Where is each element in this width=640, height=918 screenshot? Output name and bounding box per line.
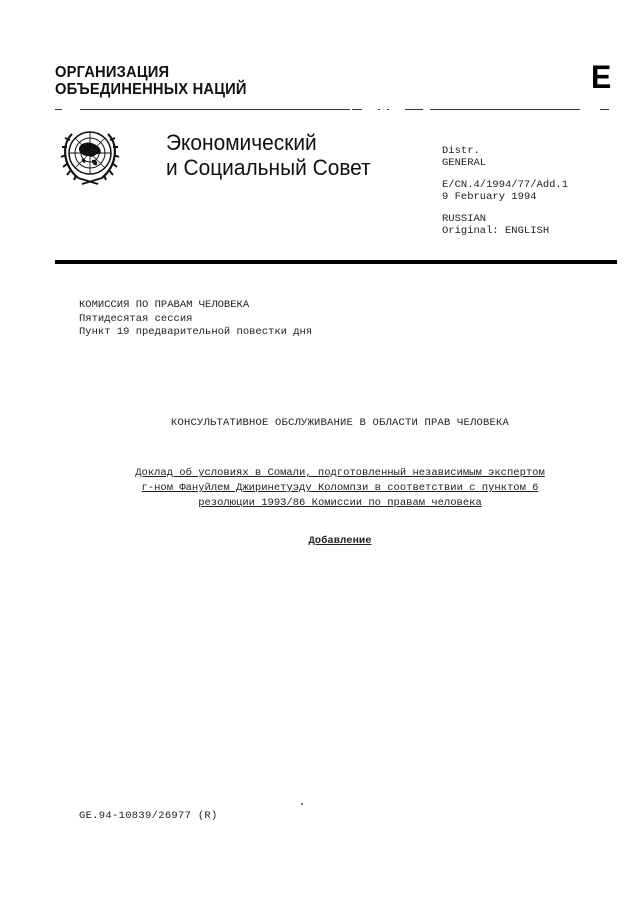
org-name-line2: ОБЪЕДИНЕННЫХ НАЦИЙ — [55, 81, 247, 98]
distribution-block — [442, 145, 568, 237]
agenda-item: Пункт 19 предварительной повестки дня — [79, 326, 313, 338]
header-rule-segment — [378, 109, 380, 110]
un-emblem-icon — [58, 124, 122, 186]
commission-name: КОМИССИЯ ПО ПРАВАМ ЧЕЛОВЕКА — [79, 299, 250, 311]
document-date: 9 February 1994 — [442, 191, 537, 203]
council-title-line1: Экономический — [166, 130, 317, 155]
header-rule-segment — [387, 109, 389, 110]
original-language: Original: ENGLISH — [442, 225, 550, 237]
organization-name — [55, 64, 247, 98]
scan-speck — [301, 803, 303, 805]
document-language: RUSSIAN — [442, 213, 487, 225]
distr-label: Distr. — [442, 145, 480, 157]
council-title-line2: и Социальный Совет — [166, 155, 371, 180]
distr-value: GENERAL — [442, 157, 487, 169]
header-rule-segment — [405, 109, 423, 110]
header-rule-segment — [430, 109, 580, 110]
main-title: КОНСУЛЬТАТИВНОЕ ОБСЛУЖИВАНИЕ В ОБЛАСТИ ПРАВ ЧЕЛОВЕКА — [170, 417, 510, 429]
document-symbol: E/CN.4/1994/77/Add.1 — [442, 179, 569, 191]
addendum-label: Добавление — [308, 535, 372, 547]
header-rule-dash — [55, 109, 62, 110]
header-rule-segment — [352, 109, 362, 110]
report-title-line1: Доклад об условиях в Сомали, подготовленный независимым экспертом — [135, 467, 545, 479]
header-rule-segment — [600, 109, 609, 110]
org-name-line1: ОРГАНИЗАЦИЯ — [55, 64, 170, 81]
commission-info — [79, 299, 312, 340]
report-title — [122, 466, 558, 511]
footer-document-code: GE.94-10839/26977 (R) — [79, 810, 218, 822]
report-title-line3: резолюции 1993/86 Комиссии по правам человека — [198, 497, 482, 509]
session-number: Пятидесятая сессия — [79, 312, 193, 325]
header-thick-rule — [55, 260, 617, 264]
header-rule — [80, 109, 350, 110]
council-title — [166, 130, 371, 180]
report-title-line2: г-ном Фануйлем Джиринетуэду Коломпзи в соответствии с пунктом 6 — [141, 482, 539, 494]
language-letter: E — [591, 59, 612, 95]
